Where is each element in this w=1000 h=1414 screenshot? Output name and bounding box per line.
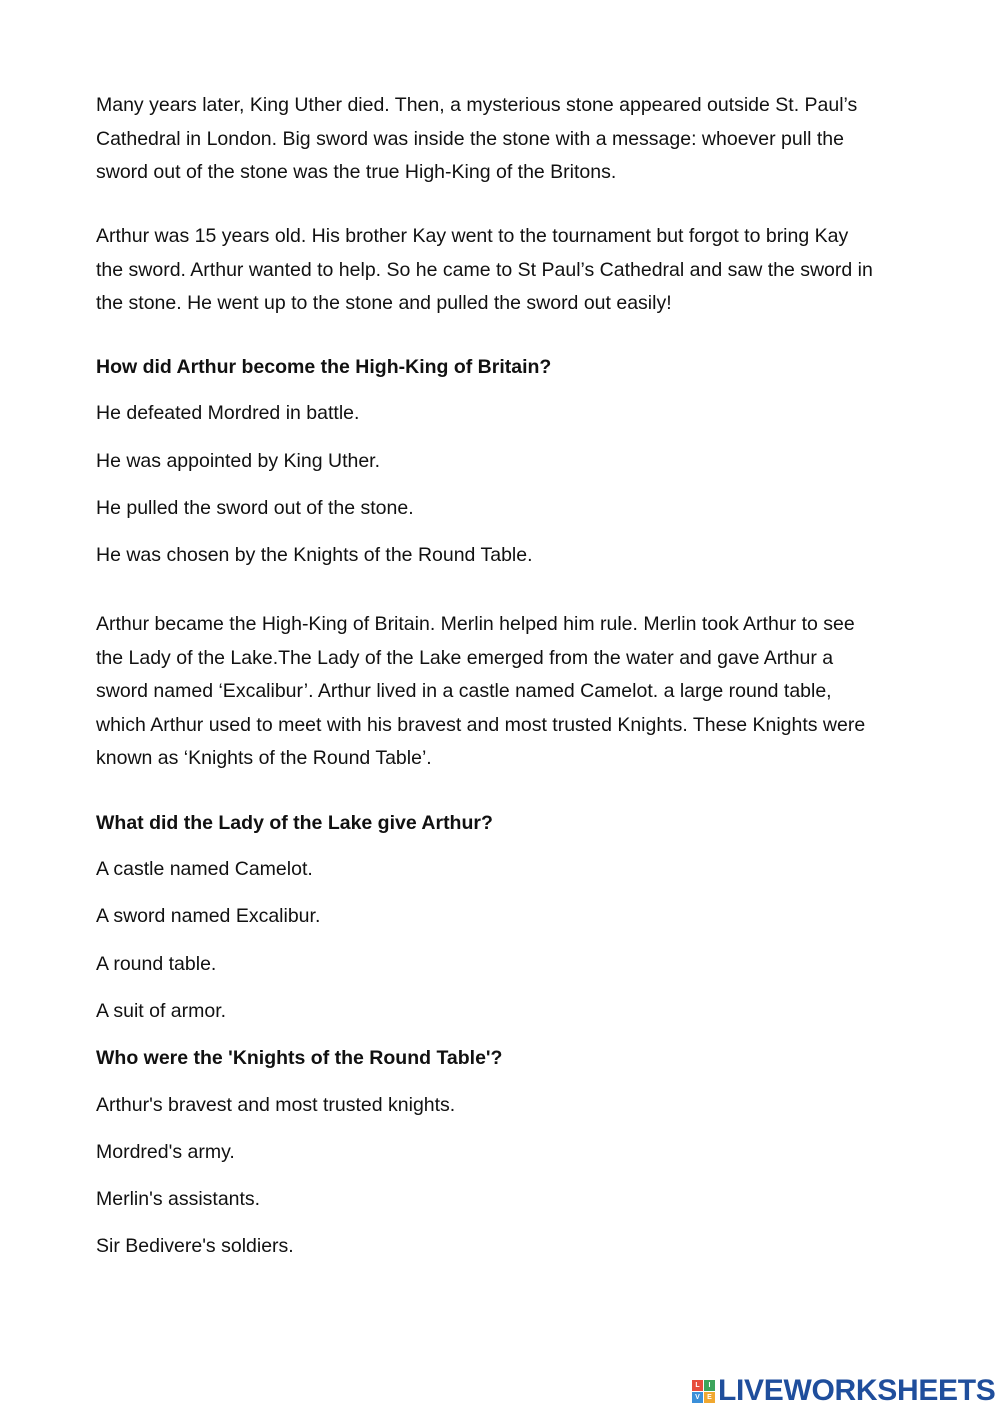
paragraph-line: Many years later, King Uther died. Then, a mysterious stone appeared outside St. Paul’s [96, 94, 858, 116]
paragraph-line: the stone. He went up to the stone and pulled the sword out easily! [96, 292, 672, 314]
question-2: What did the Lady of the Lake give Arthur? [96, 812, 493, 834]
paragraph-line: Arthur was 15 years old. His brother Kay went to the tournament but forgot to bring Kay [96, 225, 849, 247]
paragraph-line: known as ‘Knights of the Round Table’. [96, 747, 432, 769]
answer-option[interactable]: Merlin's assistants. [96, 1188, 261, 1210]
answer-option[interactable]: Sir Bedivere's soldiers. [96, 1235, 294, 1257]
answer-option[interactable]: A round table. [96, 953, 217, 975]
answer-option[interactable]: A castle named Camelot. [96, 858, 313, 880]
story-paragraph-3 [96, 608, 916, 776]
answer-option[interactable]: A sword named Excalibur. [96, 905, 321, 927]
answer-option[interactable]: He pulled the sword out of the stone. [96, 497, 414, 519]
logo-grid-icon [692, 1380, 715, 1403]
logo-mark-cell: E [704, 1392, 715, 1403]
story-paragraph-1 [96, 89, 916, 190]
liveworksheets-logo[interactable] [692, 1374, 996, 1408]
paragraph-line: sword named ‘Excalibur’. Arthur lived in a castle named Camelot. a large round table, [96, 680, 832, 702]
answer-option[interactable]: A suit of armor. [96, 1000, 227, 1022]
answer-option[interactable]: He was appointed by King Uther. [96, 450, 381, 472]
answer-option[interactable]: Arthur's bravest and most trusted knights. [96, 1094, 456, 1116]
story-paragraph-2 [96, 220, 916, 321]
logo-text: LIVEWORKSHEETS [718, 1374, 996, 1407]
paragraph-line: Arthur became the High-King of Britain. Merlin helped him rule. Merlin took Arthur to see [96, 613, 855, 635]
answer-option[interactable]: He was chosen by the Knights of the Round Table. [96, 544, 533, 566]
logo-mark-cell: L [692, 1380, 703, 1391]
answer-option[interactable]: Mordred's army. [96, 1141, 235, 1163]
logo-mark-cell: V [692, 1392, 703, 1403]
paragraph-line: Cathedral in London. Big sword was inside the stone with a message: whoever pull the [96, 127, 844, 150]
question-3: Who were the 'Knights of the Round Table'? [96, 1047, 503, 1069]
answer-option[interactable]: He defeated Mordred in battle. [96, 402, 360, 424]
logo-mark-cell: I [704, 1380, 715, 1391]
paragraph-line: the sword. Arthur wanted to help. So he came to St Paul’s Cathedral and saw the sword in [96, 258, 873, 281]
paragraph-line: the Lady of the Lake.The Lady of the Lake emerged from the water and gave Arthur a [96, 646, 834, 669]
question-1: How did Arthur become the High-King of Britain? [96, 356, 552, 378]
paragraph-line: which Arthur used to meet with his bravest and most trusted Knights. These Knights were [96, 713, 866, 736]
paragraph-line: sword out of the stone was the true High-King of the Britons. [96, 161, 617, 183]
